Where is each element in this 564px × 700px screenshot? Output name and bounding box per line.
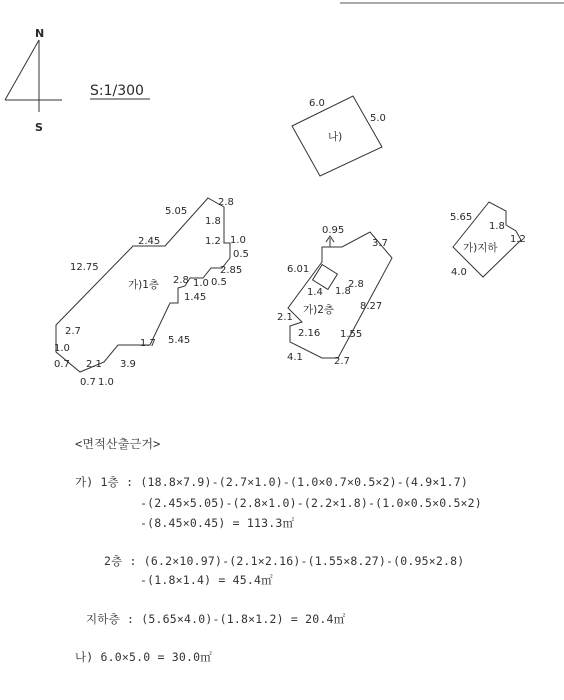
north-arrow (5, 27, 62, 134)
dim-label: 5.65 (450, 212, 473, 223)
basis-line-1f-cont: -(2.45×5.05)-(2.8×1.0)-(2.2×1.8)-(1.0×0.5×0.5×2) (140, 496, 482, 510)
dim-label: 1.2 (510, 234, 526, 245)
north-label: N (35, 27, 45, 40)
building-na (292, 96, 386, 176)
scale-label: S:1/300 (90, 83, 144, 99)
building-ga-2f (277, 225, 392, 367)
dim-label: 1.55 (340, 329, 363, 340)
basis-title: <면적산출근거> (75, 437, 161, 451)
dim-label: 8.27 (360, 301, 383, 312)
building-ga-1f-label: 가)1층 (128, 279, 160, 291)
dim-label: 2.85 (220, 265, 243, 276)
basis-line-1f: 가) 1층 : (18.8×7.9)-(2.7×1.0)-(1.0×0.7×0.5×2)-(4.9×1.7) (75, 475, 469, 489)
dim-label: 5.0 (370, 113, 386, 124)
dim-label: 0.95 (322, 225, 345, 236)
dim-label: 5.45 (168, 335, 191, 346)
south-label: S (35, 121, 43, 134)
building-ga-1f (54, 197, 249, 388)
opening-rect (313, 265, 338, 290)
building-ga-basement (450, 202, 526, 278)
dim-label: 1.45 (184, 292, 207, 303)
dim-label: 4.0 (451, 267, 467, 278)
dim-label: 1.0 (230, 235, 246, 246)
basis-line-2f: 2층 : (6.2×10.97)-(2.1×2.16)-(1.55×8.27)-(0.95×2.8) (104, 554, 465, 568)
building-ga-2f-label: 가)2층 (303, 304, 335, 316)
dim-label: 2.7 (65, 326, 81, 337)
dim-label: 1.4 (307, 287, 323, 298)
dim-label: 1.8 (335, 286, 351, 297)
dim-label: 6.01 (287, 264, 310, 275)
dim-label: 3.7 (372, 238, 388, 249)
dim-label: 1.0 (193, 278, 209, 289)
dim-label: 2.8 (348, 279, 364, 290)
dim-label: 1.2 (205, 236, 221, 247)
dim-label: 1.7 (140, 338, 156, 349)
basis-line-basement: 지하층 : (5.65×4.0)-(1.8×1.2) = 20.4㎡ (86, 612, 346, 626)
building-na-label: 나) (328, 131, 343, 143)
dim-label: 0.7 (80, 377, 96, 388)
basis-line-1f-total: -(8.45×0.45) = 113.3㎡ (140, 516, 295, 530)
dim-label: 1.8 (489, 221, 505, 232)
dim-label: 2.7 (334, 356, 350, 367)
dim-label: 2.45 (138, 236, 161, 247)
dim-label: 2.16 (298, 328, 321, 339)
dim-label: 1.8 (205, 216, 221, 227)
basis-line-na: 나) 6.0×5.0 = 30.0㎡ (75, 650, 212, 664)
dim-label: 3.9 (120, 359, 136, 370)
dim-label: 1.0 (54, 343, 70, 354)
dim-label: 12.75 (70, 262, 99, 273)
dim-label: 2.8 (218, 197, 234, 208)
dim-label: 0.5 (211, 277, 227, 288)
dim-label: 6.0 (309, 98, 325, 109)
building-ga-basement-label: 가)지하 (463, 242, 498, 254)
basis-line-2f-total: -(1.8×1.4) = 45.4㎡ (140, 573, 273, 587)
dim-label: 0.7 (54, 359, 70, 370)
dim-label: 4.1 (287, 352, 303, 363)
dim-label: 2.1 (277, 312, 293, 323)
dim-label: 2.8 (173, 275, 189, 286)
dim-label: 0.5 (233, 249, 249, 260)
dim-label: 1.0 (98, 377, 114, 388)
dim-label: 2.1 (86, 359, 102, 370)
dim-label: 5.05 (165, 206, 188, 217)
